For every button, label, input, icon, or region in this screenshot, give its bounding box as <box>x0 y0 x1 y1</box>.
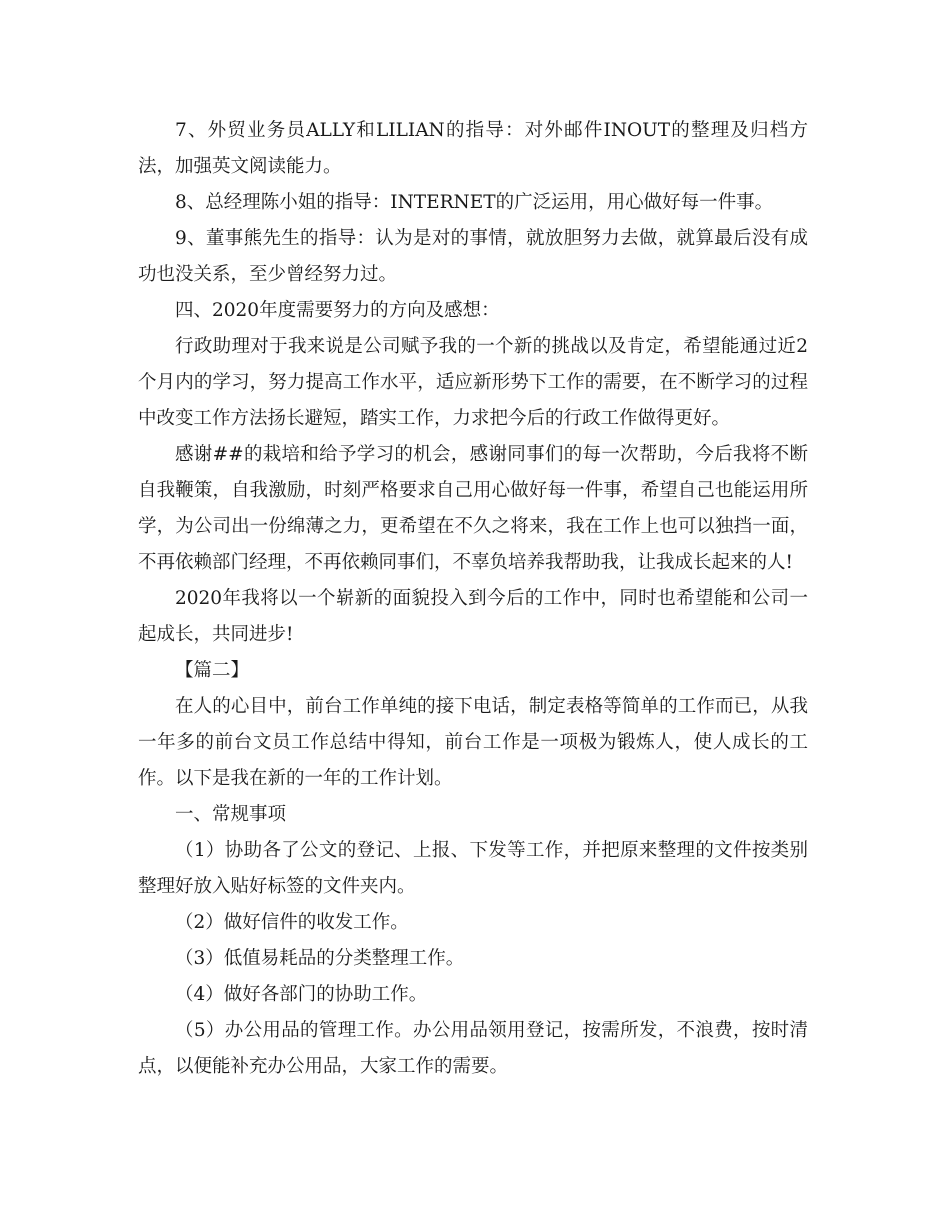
paragraph-2020-outlook: 2020年我将以一个崭新的面貌投入到今后的工作中，同时也希望能和公司一起成长，共同进步! <box>138 588 808 645</box>
section-heading-4: 四、2020年度需要努力的方向及感想： <box>175 300 500 321</box>
list-item-4: （4）做好各部门的协助工作。 <box>175 984 428 1005</box>
section-heading-routine: 一、常规事项 <box>175 804 287 825</box>
list-item-1: （1）协助各了公文的登记、上报、下发等工作，并把原来整理的文件按类别整理好放入贴好标签的文件夹内。 <box>138 840 808 897</box>
document-body <box>138 113 808 1085</box>
paragraph-front-desk-intro: 在人的心目中，前台工作单纯的接下电话，制定表格等简单的工作而已，从我一年多的前台文员工作总结中得知，前台工作是一项极为锻炼人，使人成长的工作。以下是我在新的一年的工作计划。 <box>138 696 808 789</box>
paragraph-item-8: 8、总经理陈小姐的指导：INTERNET的广泛运用，用心做好每一件事。 <box>175 192 774 213</box>
chapter-heading: 【篇二】 <box>175 660 250 681</box>
paragraph-item-9: 9、董事熊先生的指导：认为是对的事情，就放胆努力去做，就算最后没有成功也没关系，至少曾经努力过。 <box>138 228 808 285</box>
paragraph-admin-assistant: 行政助理对于我来说是公司赋予我的一个新的挑战以及肯定，希望能通过近2个月内的学习，努力提高工作水平，适应新形势下工作的需要，在不断学习的过程中改变工作方法扬长避短，踏实工作，力求把今后的行政工作做得更好。 <box>138 336 808 429</box>
list-item-3: （3）低值易耗品的分类整理工作。 <box>175 948 465 969</box>
list-item-2: （2）做好信件的收发工作。 <box>175 912 409 933</box>
paragraph-item-7: 7、外贸业务员ALLY和LILIAN的指导：对外邮件INOUT的整理及归档方法，加强英文阅读能力。 <box>138 120 808 177</box>
paragraph-thanks: 感谢##的栽培和给予学习的机会，感谢同事们的每一次帮助，今后我将不断自我鞭策，自我激励，时刻严格要求自己用心做好每一件事，希望自己也能运用所学，为公司出一份绵薄之力，更希望在不久之将来，我在工作上也可以独挡一面，不再依赖部门经理，不再依赖同事们，不辜负培养我帮助我，让我成长起来的人! <box>138 444 808 573</box>
list-item-5: （5）办公用品的管理工作。办公用品领用登记，按需所发，不浪费，按时清点，以便能补充办公用品，大家工作的需要。 <box>138 1020 808 1077</box>
